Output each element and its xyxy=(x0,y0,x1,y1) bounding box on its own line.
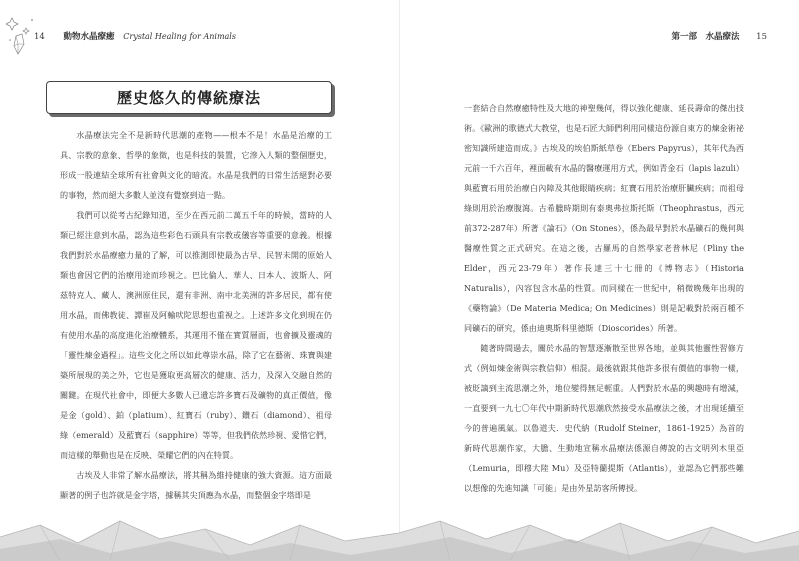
left-body-text xyxy=(60,125,332,505)
paragraph: 我們可以從考古紀錄知道，至少在西元前二萬五千年的時候，當時的人類已經注意到水晶，認為這些彩色石頭具有宗教或儀容等重要的意義。根據我們對於水晶療癒力量的了解，可以推測即使最為古早、民智未開的原始人類也會因它們的治療用途而珍視之。巴比倫人、華人、日本人、波斯人、阿茲特克人、藏人、澳洲原住民，還有非洲、南中北美洲的許多居民，都有使用水晶，而佛教徒、譚崔及阿輸吠陀思想也重視之。上述許多文化到現在仍有使用水晶的高度進化治療體系，其運用不僅在實質層面，也會擴及靈魂的「靈性煉金過程」。這些文化之所以如此尊崇水晶，除了它在藝術、珠寶與建築所展現的美之外，它也是獲取更高層次的健康、活力，及深入交融自然的關鍵。在現代社會中，即便大多數人已遺忘許多寶石及礦物的真正價值，像是金（gold）、鉑（platium）、紅寶石（ruby）、鑽石（diamond）、祖母綠（emerald）及藍寶石（sapphire）等等，但我們依然珍視、愛惜它們，而這樣的舉動也是在反映、榮耀它們的內在特質。 xyxy=(60,210,332,460)
book-title-en: Crystal Healing for Animals xyxy=(123,32,236,41)
crystal-mountain-pattern xyxy=(0,495,799,561)
right-page xyxy=(400,0,799,561)
paragraph: 一套結合自然療癒特性及大地的神聖幾何，得以強化健康、延長壽命的傑出技術。《歐洲的歌德式大教堂，也是石匠大師們利用同樣這份源自東方的煉金術祕密知識所建造而成。》古埃及的埃伯斯紙草卷（Ebers Papyrus），其年代為西元前一千六百年，裡面載有水晶的醫療運用方式，例如青金石（lapis lazuli）與藍寶石用於治療白內障及其他眼睛疾病；紅寶石用於治療肝臟疾病；而祖母綠則用於治療腹瀉。古希臘時期則有泰奧弗拉斯托斯（Theophrastus，西元前372-287年）所著《論石》（On Stones），係為最早對於水晶礦石的幾何與醫療性質之正式研究。在這之後，古羅馬的自然學家老普林尼（Pliny the Elder，西元23-79年）著作長達三十七冊的《博物志》（Historia Naturalis），內容包含水晶的性質。而同樣在一世紀中，稍微晚幾年出現的《藥物論》（De Materia Medica; On Medicines）則是記載對於兩百種不同礦石的研究，係由迪奧斯科里德斯（Dioscorides）所著。 xyxy=(464,103,744,333)
page-number: 14 xyxy=(34,32,45,42)
book-title-cn: 動物水晶療癒 xyxy=(63,32,115,42)
section-title: 歷史悠久的傳統療法 xyxy=(116,89,261,107)
section-title-box xyxy=(46,81,332,114)
page-number: 15 xyxy=(756,32,767,42)
left-running-head xyxy=(34,30,236,42)
left-page xyxy=(0,0,399,561)
right-body-text xyxy=(464,98,744,498)
paragraph: 古埃及人非常了解水晶療法，將其稱為維持健康的強大資源。這方面最顯著的例子也許就是金字塔，據稱其尖頂應為水晶，而整個金字塔即是 xyxy=(60,470,332,500)
paragraph: 水晶療法完全不是新時代思潮的產物——根本不是！水晶是治療的工具、宗教的意象、哲學的象徵，也是科技的裝置，它滲入人類的整個歷史，形成一股連結全球所有社會與文化的暗流。水晶是我們的日常生活絕對必要的事物，然而絕大多數人並沒有覺察到這一點。 xyxy=(60,130,332,200)
right-running-head xyxy=(671,30,767,42)
paragraph: 隨著時間過去，關於水晶的智慧逐漸散至世界各地，並與其他靈性習修方式（例如煉金術與宗教信仰）相混。最後就跟其他許多很有價值的事物一樣，被貶謫到主流思潮之外，地位變得無足輕重。人們對於水晶的興趣時有增減，一直要到一九七〇年代中期新時代思潮欣然接受水晶療法之後，才出現延續至今的普遍風氣。以魯道夫．史代納（Rudolf Steiner，1861-1925）為首的新時代思潮作家，大膽、生動地宣稱水晶療法係源自傳說的古文明列木里亞（Lemuria，即穆大陸 Mu）及亞特蘭提斯（Atlantis），並認為它們那些難以想像的先進知識「可能」是由外星訪客所傳授。 xyxy=(464,343,744,493)
part-title: 第一部 水晶療法 xyxy=(671,32,740,42)
